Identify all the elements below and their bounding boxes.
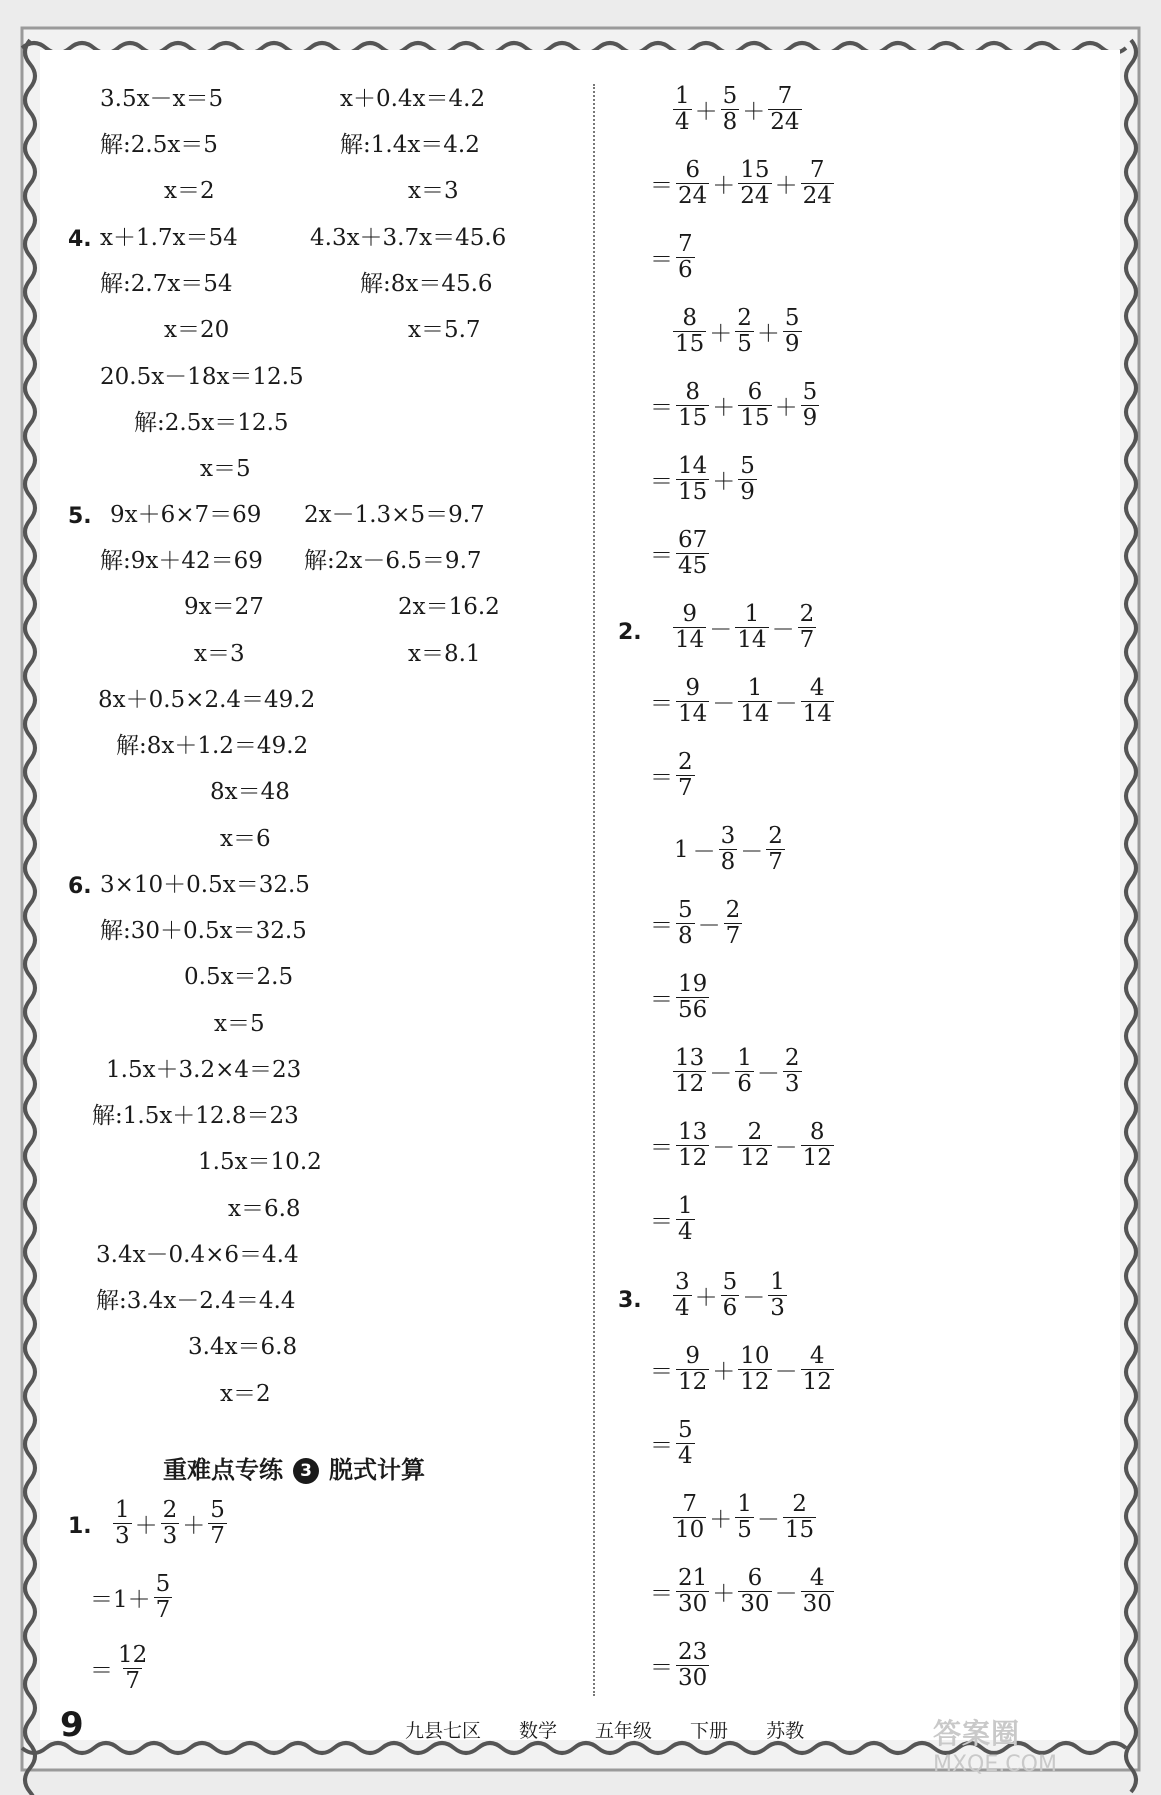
problem-number: 6. [68,874,92,899]
fraction [676,380,709,432]
equation: x＝3 [194,641,245,667]
equation: 3.4x－0.4×6＝4.4 [96,1242,299,1268]
denominator: 4 [678,1443,693,1470]
fraction-expression [672,1492,817,1544]
operator: ＋ [712,469,736,496]
denominator: 30 [740,1591,770,1618]
operator: ＋ [774,173,798,200]
fraction [719,824,738,876]
fraction-expression [648,898,743,950]
fraction-expression [112,1498,228,1550]
fraction [738,158,771,210]
fraction-expression [648,1344,835,1396]
operator: ＝ [650,1655,673,1682]
fraction [676,1566,709,1618]
watermark-url: MXQE.COM [933,1752,1057,1777]
denominator: 4 [675,109,690,136]
operator: ＝ [650,247,673,274]
denominator: 6 [722,1295,738,1322]
section-heading [163,1450,425,1485]
fraction [676,158,709,210]
numerator: 12 [118,1642,148,1668]
numerator: 5 [802,379,818,405]
fraction [801,1566,834,1618]
operator: ＝ [650,691,673,718]
fraction [738,1344,771,1396]
equation: 0.5x＝2.5 [184,964,294,990]
numerator: 2 [678,749,693,775]
operator: ＝ [650,1581,673,1608]
numerator: 9 [685,1343,700,1369]
denominator: 8 [722,109,738,136]
equation: 8x＋0.5×2.4＝49.2 [98,687,316,713]
numerator: 1 [747,675,763,701]
numerator: 2 [799,601,815,627]
operator: ＝ [650,1433,673,1460]
denominator: 9 [740,479,755,506]
numerator: 2 [162,1497,178,1523]
denominator: 14 [675,627,705,654]
denominator: 3 [115,1523,130,1550]
numerator: 8 [809,1119,825,1145]
numerator: 14 [678,453,708,479]
equation: 9x＝27 [184,594,264,620]
numerator: 1 [675,83,690,109]
numerator: 1 [744,601,760,627]
fraction [676,750,695,802]
operator: － [712,691,736,718]
page-number: 9 [60,1705,84,1745]
denominator: 4 [678,1219,693,1246]
footer-region: 九县七区 [405,1720,482,1742]
numerator: 5 [678,1417,693,1443]
equation: 1.5x＝10.2 [198,1149,322,1175]
fraction [116,1643,149,1695]
fraction [798,602,817,654]
fraction-expression [648,380,820,432]
operator: － [771,617,795,644]
operator: － [774,1135,798,1162]
fraction [676,1418,695,1470]
operator: ＝1＋ [90,1587,151,1614]
denominator: 9 [784,331,800,358]
denominator: 6 [737,1071,752,1098]
fraction [673,602,706,654]
problem-number: 4. [68,227,92,252]
fraction [676,1344,709,1396]
operator: ＝ [650,987,673,1014]
equation: x＝20 [164,317,230,343]
fraction [724,898,743,950]
numerator: 5 [155,1571,171,1597]
fraction [161,1498,180,1550]
operator: ＋ [756,321,780,348]
denominator: 7 [725,923,741,950]
denominator: 4 [675,1295,690,1322]
numerator: 1 [770,1269,785,1295]
denominator: 24 [770,109,800,136]
numerator: 5 [722,1269,738,1295]
problem-number: 2. [618,620,642,645]
fraction [676,232,695,284]
denominator: 9 [802,405,818,432]
equation: 解:2.5x＝5 [100,132,218,158]
problem-number: 3. [618,1288,642,1313]
equation: 8x＝48 [210,779,290,805]
operator: － [692,839,716,866]
fraction [735,306,754,358]
operator: － [709,1061,733,1088]
equation: 3.4x＝6.8 [188,1334,298,1360]
equation: 解:1.5x＋12.8＝23 [92,1103,299,1129]
equation: 解:2.5x＝12.5 [134,410,289,436]
fraction [801,1344,834,1396]
denominator: 12 [678,1145,708,1172]
numerator: 2 [784,1045,800,1071]
equation: x＝5.7 [408,317,481,343]
footer-subject: 数学 [519,1720,558,1742]
denominator: 30 [802,1591,832,1618]
fraction-expression [672,1270,788,1322]
problem-number: 1. [68,1514,92,1539]
numerator: 7 [777,83,793,109]
fraction [783,1492,816,1544]
operator: ＝ [650,395,673,422]
operator: ＝ [650,1359,673,1386]
fraction [673,1046,706,1098]
denominator: 8 [720,849,736,876]
fraction [676,1120,709,1172]
numerator: 5 [784,305,800,331]
fraction-expression [672,84,803,136]
operator: ＋ [709,321,733,348]
numerator: 1 [678,1193,693,1219]
numerator: 2 [747,1119,763,1145]
denominator: 14 [802,701,832,728]
operator: － [742,1285,766,1312]
operator: － [756,1507,780,1534]
equation: 解:9x＋42＝69 [100,548,263,574]
fraction-expression [648,1418,696,1470]
numerator: 1 [737,1491,752,1517]
fraction-expression [672,306,803,358]
denominator: 12 [678,1369,708,1396]
equation: 解:2x－6.5＝9.7 [304,548,482,574]
denominator: 7 [125,1668,140,1695]
fraction-expression [648,232,696,284]
equation: x＝3 [408,178,459,204]
denominator: 12 [802,1369,832,1396]
operator: － [740,839,764,866]
operator: － [712,1135,736,1162]
fraction-expression [672,824,786,876]
operator: － [774,691,798,718]
operator: ＋ [712,1581,736,1608]
fraction-expression [648,1640,710,1692]
fraction [738,380,771,432]
operator: － [774,1359,798,1386]
numerator: 13 [678,1119,708,1145]
fraction [676,1194,695,1246]
denominator: 5 [737,1517,752,1544]
denominator: 24 [740,183,770,210]
equation: 解:3.4x－2.4＝4.4 [96,1288,296,1314]
denominator: 45 [678,553,708,580]
denominator: 10 [675,1517,705,1544]
operator: ＝ [650,913,673,940]
fraction [113,1498,132,1550]
operator: ＝ [90,1658,113,1685]
fraction-expression [648,454,758,506]
equation: x＝6.8 [228,1196,301,1222]
numerator: 10 [740,1343,770,1369]
fraction [738,454,757,506]
numerator: 2 [725,897,741,923]
fraction [673,84,692,136]
numerator: 4 [809,1565,825,1591]
numerator: 3 [720,823,736,849]
numerator: 1 [737,1045,752,1071]
denominator: 14 [740,701,770,728]
equation: 2x＝16.2 [398,594,500,620]
operator: ＋ [694,99,718,126]
fraction-expression [648,1120,835,1172]
numerator: 21 [678,1565,708,1591]
footer-edition: 苏教 [766,1720,805,1742]
fraction [673,1270,692,1322]
operator: ＋ [694,1285,718,1312]
fraction [673,306,706,358]
fraction [676,972,709,1024]
denominator: 3 [162,1523,178,1550]
column-divider [593,84,595,1696]
equation: 解:2.7x＝54 [100,271,233,297]
fraction [766,824,785,876]
numerator: 67 [678,527,708,553]
denominator: 15 [740,405,770,432]
operator: ＝ [650,173,673,200]
equation: 3.5x－x＝5 [100,86,224,112]
denominator: 30 [678,1591,708,1618]
equation: x＋1.7x＝54 [100,225,238,251]
numerator: 4 [809,1343,825,1369]
denominator: 3 [770,1295,785,1322]
fraction [768,84,801,136]
fraction-expression [88,1572,173,1624]
fraction-expression [648,158,835,210]
fraction [738,1120,771,1172]
denominator: 3 [784,1071,800,1098]
equation: 解:8x＝45.6 [360,271,493,297]
footer-info [405,1716,804,1743]
numerator: 15 [740,157,770,183]
numerator: 23 [678,1639,708,1665]
operator: － [756,1061,780,1088]
denominator: 12 [802,1145,832,1172]
operator: ＝ [650,765,673,792]
problem-number: 5. [68,504,92,529]
operator: ＋ [712,395,736,422]
operator: ＋ [774,395,798,422]
denominator: 15 [784,1517,815,1544]
denominator: 12 [740,1369,770,1396]
fraction [768,1270,787,1322]
denominator: 7 [768,849,783,876]
numerator: 6 [747,1565,763,1591]
equation: 1.5x＋3.2×4＝23 [106,1057,302,1083]
equation: x＝8.1 [408,641,481,667]
fraction [738,1566,771,1618]
numerator: 5 [678,897,693,923]
section-title-a: 重难点专练 [163,1456,283,1484]
numerator: 2 [737,305,752,331]
numerator: 5 [210,1497,225,1523]
denominator: 14 [737,627,767,654]
equation: x＝5 [214,1011,265,1037]
denominator: 15 [675,331,705,358]
equation: 2x－1.3×5＝9.7 [304,502,485,528]
section-title-b: 脱式计算 [329,1456,425,1484]
operator: ＝ [650,1135,673,1162]
fraction [801,1120,834,1172]
equation: x＝2 [164,178,215,204]
operator: ＝ [650,1209,673,1236]
denominator: 6 [678,257,693,284]
numerator: 9 [685,675,700,701]
equation: 9x＋6×7＝69 [110,502,262,528]
fraction [208,1498,227,1550]
numerator: 19 [678,971,708,997]
denominator: 15 [678,479,708,506]
denominator: 15 [678,405,708,432]
denominator: 30 [678,1665,708,1692]
fraction-expression [88,1643,150,1695]
numerator: 13 [675,1045,705,1071]
fraction-expression [648,1194,696,1246]
denominator: 14 [678,701,708,728]
equation: 解:8x＋1.2＝49.2 [116,733,309,759]
denominator: 7 [678,775,693,802]
denominator: 8 [678,923,693,950]
operator: － [774,1581,798,1608]
operator: ＋ [182,1513,206,1540]
denominator: 7 [155,1597,171,1624]
fraction-expression [648,972,710,1024]
equation: 20.5x－18x＝12.5 [100,364,304,390]
fraction [801,158,834,210]
fraction-expression [648,528,710,580]
numerator: 8 [685,379,700,405]
fraction-expression [648,1566,835,1618]
denominator: 7 [799,627,815,654]
fraction-expression [672,1046,803,1098]
numerator: 6 [685,157,700,183]
fraction [735,1492,754,1544]
equation: 3×10＋0.5x＝32.5 [100,872,310,898]
fraction [783,306,802,358]
numerator: 6 [747,379,763,405]
operator: － [697,913,721,940]
operator: ＋ [712,173,736,200]
denominator: 24 [802,183,832,210]
equation: x＝5 [200,456,251,482]
numerator: 5 [722,83,738,109]
fraction [801,676,834,728]
equation: 解:30＋0.5x＝32.5 [100,918,307,944]
fraction [735,602,768,654]
denominator: 5 [737,331,752,358]
equation: 4.3x＋3.7x＝45.6 [310,225,507,251]
fraction [676,676,709,728]
numerator: 7 [678,231,693,257]
equation: x＋0.4x＝4.2 [340,86,486,112]
numerator: 1 [115,1497,130,1523]
footer-grade: 五年级 [595,1720,653,1742]
fraction-expression [648,676,835,728]
denominator: 12 [675,1071,705,1098]
denominator: 24 [678,183,708,210]
fraction [676,898,695,950]
denominator: 56 [678,997,708,1024]
watermark-logo: 答案圈 [933,1717,1021,1750]
equation: 解:1.4x＝4.2 [340,132,480,158]
numerator: 9 [682,601,697,627]
fraction [676,528,709,580]
equation: x＝6 [220,826,271,852]
fraction [154,1572,173,1624]
fraction [738,676,771,728]
fraction [735,1046,754,1098]
operator: 1 [674,836,689,863]
numerator: 2 [768,823,783,849]
numerator: 3 [675,1269,690,1295]
equation: x＝2 [220,1381,271,1407]
operator: ＋ [712,1359,736,1386]
denominator: 12 [740,1145,770,1172]
operator: ＋ [134,1513,158,1540]
fraction [676,454,709,506]
fraction-expression [648,750,696,802]
denominator: 7 [210,1523,225,1550]
numerator: 4 [809,675,825,701]
operator: ＝ [650,469,673,496]
fraction [801,380,820,432]
fraction [721,1270,740,1322]
operator: － [709,617,733,644]
section-badge: 3 [293,1458,319,1484]
fraction [676,1640,709,1692]
numerator: 7 [809,157,825,183]
operator: ＝ [650,543,673,570]
fraction [721,84,740,136]
fraction [673,1492,706,1544]
operator: ＋ [709,1507,733,1534]
numerator: 8 [682,305,697,331]
fraction-expression [672,602,817,654]
fraction [783,1046,802,1098]
numerator: 5 [740,453,755,479]
numerator: 7 [682,1491,697,1517]
operator: ＋ [742,99,766,126]
footer-term: 下册 [690,1720,729,1742]
numerator: 2 [792,1491,807,1517]
